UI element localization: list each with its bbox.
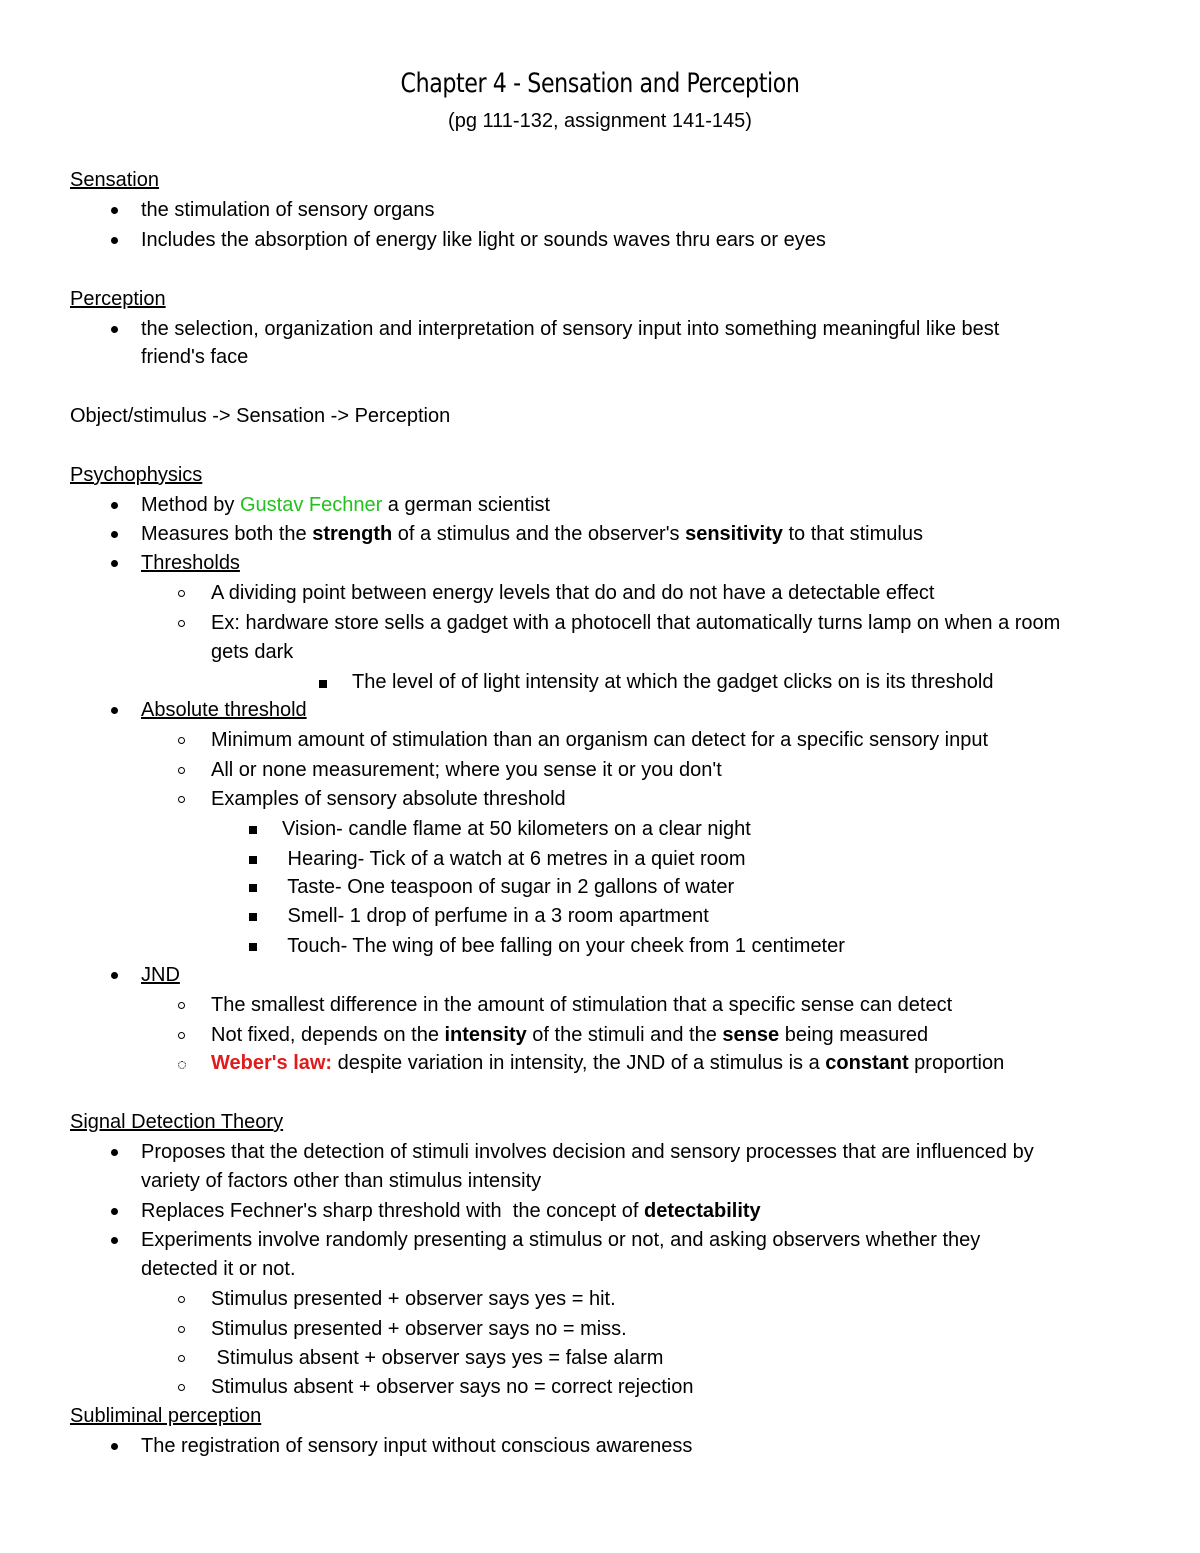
text: of the stimuli and the	[526, 1024, 723, 1046]
bullet-circle	[178, 1355, 185, 1362]
bullet-circle	[178, 1032, 185, 1039]
bullet-circle	[178, 1002, 185, 1009]
bold-term: sense	[722, 1024, 780, 1046]
text: a german scientist	[382, 494, 551, 516]
bullet-square	[319, 680, 327, 688]
bullet-square	[249, 826, 257, 834]
bullet-circle	[178, 590, 185, 597]
list-item-measures	[141, 520, 923, 549]
text: Measures both the	[141, 523, 313, 545]
list-item: All or none measurement; where you sense it or you don't	[211, 759, 722, 781]
list-item: Stimulus absent + observer says yes = false alarm	[211, 1347, 664, 1369]
list-item: Vision- candle flame at 50 kilometers on a clear night	[282, 818, 751, 840]
list-item: Smell- 1 drop of perfume in a 3 room apartment	[282, 905, 709, 927]
bold-term: strength	[312, 523, 393, 545]
bold-term: detectability	[643, 1200, 761, 1222]
list-item-continuation: variety of factors other than stimulus intensity	[141, 1170, 542, 1192]
bullet-square	[249, 943, 257, 951]
heading-signal-detection-theory: Signal Detection Theory	[70, 1111, 284, 1133]
list-item: A dividing point between energy levels that do and do not have a detectable effect	[211, 582, 935, 604]
text: Method by	[141, 494, 240, 516]
text: Replaces Fechner's sharp threshold with the concept of	[141, 1200, 644, 1222]
bullet-circle	[178, 767, 185, 774]
heading-perception: Perception	[70, 288, 166, 310]
list-item-detectability	[141, 1197, 761, 1226]
bullet-circle	[178, 1296, 185, 1303]
bold-term: constant	[825, 1052, 909, 1074]
bullet-disc	[111, 1443, 118, 1450]
list-item: The smallest difference in the amount of stimulation that a specific sense can detect	[211, 994, 953, 1016]
bullet-disc	[111, 1208, 118, 1215]
bullet-disc	[111, 1237, 118, 1244]
list-item: the stimulation of sensory organs	[141, 199, 435, 221]
bullet-disc	[111, 237, 118, 244]
list-item-webers-law	[211, 1049, 1004, 1078]
heading-sensation: Sensation	[70, 169, 159, 191]
list-item: Minimum amount of stimulation than an organism can detect for a specific sensory input	[211, 729, 989, 751]
bullet-dotted-circle	[178, 1061, 186, 1069]
list-item: Stimulus presented + observer says no = miss.	[211, 1318, 627, 1340]
name-highlight: Gustav Fechner	[239, 494, 383, 516]
bullet-circle	[178, 1384, 185, 1391]
list-item: Experiments involve randomly presenting a stimulus or not, and asking observers whether they	[141, 1229, 981, 1251]
heading-subliminal-perception: Subliminal perception	[70, 1405, 262, 1427]
text: of a stimulus and the observer's	[392, 523, 686, 545]
subheading-jnd: JND	[141, 964, 180, 986]
list-item: Touch- The wing of bee falling on your cheek from 1 centimeter	[282, 935, 845, 957]
list-item-method	[141, 491, 550, 520]
flow-line: Object/stimulus -> Sensation -> Perception	[70, 405, 451, 427]
bullet-disc	[111, 972, 118, 979]
bullet-square	[249, 884, 257, 892]
bullet-square	[249, 856, 257, 864]
bullet-circle	[178, 796, 185, 803]
page-title: Chapter 4 - Sensation and Perception	[400, 68, 800, 99]
bullet-disc	[111, 531, 118, 538]
subheading-absolute-threshold: Absolute threshold	[141, 699, 307, 721]
list-item: Stimulus presented + observer says yes = hit.	[211, 1288, 616, 1310]
page-subtitle: (pg 111-132, assignment 141-145)	[448, 110, 752, 132]
list-item: Examples of sensory absolute threshold	[211, 788, 566, 810]
list-item-continuation: friend's face	[141, 346, 249, 368]
list-item: the selection, organization and interpretation of sensory input into something meaningful like best	[141, 318, 1000, 340]
text: to that stimulus	[782, 523, 923, 545]
bullet-disc	[111, 326, 118, 333]
list-item: Includes the absorption of energy like light or sounds waves thru ears or eyes	[141, 229, 826, 251]
webers-law-label: Weber's law:	[211, 1052, 333, 1074]
bullet-disc	[111, 207, 118, 214]
list-item: Ex: hardware store sells a gadget with a photocell that automatically turns lamp on when a room	[211, 612, 1061, 634]
text: being measured	[779, 1024, 929, 1046]
subheading-thresholds: Thresholds	[141, 552, 240, 574]
text: despite variation in intensity, the JND of a stimulus is a	[332, 1052, 826, 1074]
bullet-square	[249, 913, 257, 921]
list-item-continuation: detected it or not.	[141, 1258, 296, 1280]
list-item: Proposes that the detection of stimuli involves decision and sensory processes that are influenced by	[141, 1141, 1034, 1163]
bullet-disc	[111, 707, 118, 714]
heading-psychophysics: Psychophysics	[70, 464, 203, 486]
bullet-disc	[111, 560, 118, 567]
list-item: Stimulus absent + observer says no = correct rejection	[211, 1376, 694, 1398]
list-item-jnd-intensity	[211, 1021, 928, 1050]
bold-term: sensitivity	[685, 523, 783, 545]
text: Not fixed, depends on the	[211, 1024, 445, 1046]
list-item-continuation: gets dark	[211, 641, 294, 663]
bullet-circle	[178, 1326, 185, 1333]
list-item: Taste- One teaspoon of sugar in 2 gallons of water	[282, 876, 735, 898]
bullet-disc	[111, 502, 118, 509]
bullet-circle	[178, 620, 185, 627]
list-item: The registration of sensory input without conscious awareness	[141, 1435, 693, 1457]
list-item: Hearing- Tick of a watch at 6 metres in a quiet room	[282, 848, 746, 870]
bullet-disc	[111, 1149, 118, 1156]
bullet-circle	[178, 737, 185, 744]
text: proportion	[908, 1052, 1005, 1074]
list-item: The level of of light intensity at which the gadget clicks on is its threshold	[352, 671, 994, 693]
bold-term: intensity	[444, 1024, 527, 1046]
